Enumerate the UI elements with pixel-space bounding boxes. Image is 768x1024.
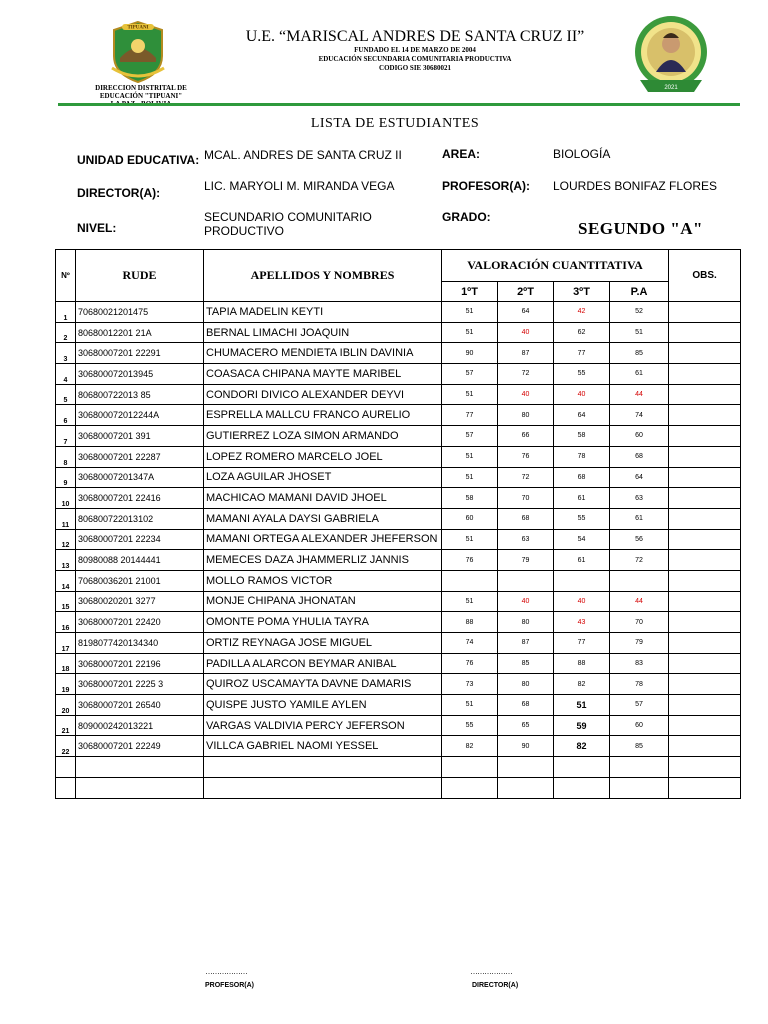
row-number: 1 xyxy=(56,302,76,323)
student-name-cell: MAMANI ORTEGA ALEXANDER JHEFERSON xyxy=(204,529,442,550)
empty-row xyxy=(56,777,741,798)
grade-pa-cell: 52 xyxy=(610,302,669,323)
rude-cell: 30680007201 26540 xyxy=(76,695,204,716)
rude-cell: 30680007201 22420 xyxy=(76,612,204,633)
student-name-cell: BERNAL LIMACHI JOAQUIN xyxy=(204,322,442,343)
obs-cell xyxy=(669,446,741,467)
student-name-cell: MACHICAO MAMANI DAVID JHOEL xyxy=(204,488,442,509)
grade-pa-cell: 85 xyxy=(610,736,669,757)
grade-t1-cell: 55 xyxy=(442,715,498,736)
header-divider xyxy=(58,103,740,106)
unidad-label: UNIDAD EDUCATIVA: xyxy=(77,153,200,167)
student-name-cell: QUISPE JUSTO YAMILE AYLEN xyxy=(204,695,442,716)
grade-t2-cell: 87 xyxy=(498,633,554,654)
empty-cell xyxy=(76,777,204,798)
grade-t2-cell: 70 xyxy=(498,488,554,509)
student-name-cell: VARGAS VALDIVIA PERCY JEFERSON xyxy=(204,715,442,736)
grade-t3-cell: 62 xyxy=(554,322,610,343)
grade-t2-cell: 64 xyxy=(498,302,554,323)
grade-pa-cell: 51 xyxy=(610,322,669,343)
grade-t3-cell: 77 xyxy=(554,343,610,364)
row-number: 19 xyxy=(56,674,76,695)
grade-t3-cell: 68 xyxy=(554,467,610,488)
student-name-cell: PADILLA ALARCON BEYMAR ANIBAL xyxy=(204,653,442,674)
grade-t2-cell: 80 xyxy=(498,674,554,695)
grade-t3-cell: 43 xyxy=(554,612,610,633)
grade-t1-cell: 76 xyxy=(442,653,498,674)
rude-cell: 806800722013 85 xyxy=(76,384,204,405)
student-name-cell: ORTIZ REYNAGA JOSE MIGUEL xyxy=(204,633,442,654)
grade-pa-cell: 44 xyxy=(610,384,669,405)
rude-cell: 30680007201 22196 xyxy=(76,653,204,674)
obs-cell xyxy=(669,467,741,488)
empty-cell xyxy=(498,777,554,798)
svg-text:TIPUANI: TIPUANI xyxy=(127,25,149,31)
grade-pa-cell: 57 xyxy=(610,695,669,716)
grade-t2-cell: 85 xyxy=(498,653,554,674)
row-number: 7 xyxy=(56,426,76,447)
row-number: 17 xyxy=(56,633,76,654)
table-row xyxy=(56,736,741,757)
table-row xyxy=(56,653,741,674)
grade-t1-cell: 51 xyxy=(442,591,498,612)
rude-cell: 80680012201 21A xyxy=(76,322,204,343)
grade-t1-cell: 82 xyxy=(442,736,498,757)
header-num: Nº xyxy=(56,250,76,302)
rude-cell: 30680007201 22291 xyxy=(76,343,204,364)
table-row xyxy=(56,633,741,654)
obs-cell xyxy=(669,653,741,674)
list-title: LISTA DE ESTUDIANTES xyxy=(310,116,480,131)
student-name-cell: MAMANI AYALA DAYSI GABRIELA xyxy=(204,508,442,529)
grade-t3-cell: 40 xyxy=(554,384,610,405)
grade-pa-cell: 64 xyxy=(610,467,669,488)
rude-cell: 70680021201475 xyxy=(76,302,204,323)
rude-cell: 30680020201 3277 xyxy=(76,591,204,612)
grade-t2-cell: 80 xyxy=(498,612,554,633)
row-number: 15 xyxy=(56,591,76,612)
grade-pa-cell: 85 xyxy=(610,343,669,364)
profesor-value: LOURDES BONIFAZ FLORES xyxy=(553,179,718,193)
rude-cell: 30680007201 22416 xyxy=(76,488,204,509)
director-signature-line: ……………… xyxy=(470,967,512,976)
unidad-value: MCAL. ANDRES DE SANTA CRUZ II xyxy=(204,148,402,162)
grade-t2-cell: 66 xyxy=(498,426,554,447)
grade-pa-cell: 68 xyxy=(610,446,669,467)
table-row xyxy=(56,467,741,488)
district-emblem-icon xyxy=(104,18,172,86)
row-number: 4 xyxy=(56,364,76,385)
founded-text: FUNDADO EL 14 DE MARZO DE 2004 xyxy=(354,46,476,54)
obs-cell xyxy=(669,343,741,364)
students-table-body xyxy=(56,302,741,799)
row-number: 5 xyxy=(56,384,76,405)
student-name-cell: CONDORI DIVICO ALEXANDER DEYVI xyxy=(204,384,442,405)
empty-cell xyxy=(204,777,442,798)
grade-t1-cell: 51 xyxy=(442,446,498,467)
row-number: 16 xyxy=(56,612,76,633)
obs-cell xyxy=(669,508,741,529)
grade-t3-cell: 55 xyxy=(554,364,610,385)
grade-t3-cell: 54 xyxy=(554,529,610,550)
empty-cell xyxy=(442,777,498,798)
grade-pa-cell: 78 xyxy=(610,674,669,695)
empty-cell xyxy=(204,757,442,778)
grade-pa-cell: 61 xyxy=(610,364,669,385)
table-row xyxy=(56,674,741,695)
student-name-cell: MEMECES DAZA JHAMMERLIZ JANNIS xyxy=(204,550,442,571)
grade-t3-cell: 55 xyxy=(554,508,610,529)
profesor-label: PROFESOR(A): xyxy=(442,179,530,193)
grade-t3-cell: 58 xyxy=(554,426,610,447)
grade-t1-cell: 51 xyxy=(442,302,498,323)
grade-t1-cell: 60 xyxy=(442,508,498,529)
grade-t2-cell: 87 xyxy=(498,343,554,364)
obs-cell xyxy=(669,736,741,757)
grade-t1-cell: 51 xyxy=(442,695,498,716)
obs-cell xyxy=(669,633,741,654)
grade-pa-cell: 44 xyxy=(610,591,669,612)
table-row xyxy=(56,446,741,467)
grade-t2-cell: 72 xyxy=(498,364,554,385)
grade-t2-cell: 79 xyxy=(498,550,554,571)
grade-t2-cell: 68 xyxy=(498,508,554,529)
header-names: APELLIDOS Y NOMBRES xyxy=(204,250,442,302)
obs-cell xyxy=(669,529,741,550)
grade-t1-cell: 51 xyxy=(442,467,498,488)
grade-t3-cell: 40 xyxy=(554,591,610,612)
director-signature-label: DIRECTOR(A) xyxy=(472,982,519,989)
student-name-cell: LOZA AGUILAR JHOSET xyxy=(204,467,442,488)
sie-code-text: CODIGO SIE 30680021 xyxy=(379,64,451,72)
table-row xyxy=(56,508,741,529)
grade-pa-cell: 60 xyxy=(610,715,669,736)
table-row xyxy=(56,695,741,716)
student-name-cell: MOLLO RAMOS VICTOR xyxy=(204,570,442,591)
header-t3: 3ºT xyxy=(554,282,610,302)
grade-t3-cell: 82 xyxy=(554,736,610,757)
grade-t2-cell: 80 xyxy=(498,405,554,426)
table-row xyxy=(56,302,741,323)
obs-cell xyxy=(669,405,741,426)
director-label: DIRECTOR(A): xyxy=(77,186,161,200)
rude-cell: 30680007201 391 xyxy=(76,426,204,447)
header-obs: OBS. xyxy=(669,250,741,302)
director-value: LIC. MARYOLI M. MIRANDA VEGA xyxy=(204,179,395,193)
student-name-cell: ESPRELLA MALLCU FRANCO AURELIO xyxy=(204,405,442,426)
rude-cell: 306800072012244A xyxy=(76,405,204,426)
obs-cell xyxy=(669,302,741,323)
row-number: 6 xyxy=(56,405,76,426)
rude-cell: 30680007201 22234 xyxy=(76,529,204,550)
grade-t1-cell: 51 xyxy=(442,384,498,405)
obs-cell xyxy=(669,570,741,591)
row-number: 13 xyxy=(56,550,76,571)
obs-cell xyxy=(669,364,741,385)
grade-t1-cell xyxy=(442,570,498,591)
empty-cell xyxy=(669,777,741,798)
grade-t3-cell: 61 xyxy=(554,488,610,509)
header-valoracion: VALORACIÓN CUANTITATIVA xyxy=(442,250,669,282)
student-name-cell: MONJE CHIPANA JHONATAN xyxy=(204,591,442,612)
row-number: 2 xyxy=(56,322,76,343)
grade-t3-cell xyxy=(554,570,610,591)
table-row xyxy=(56,488,741,509)
table-row xyxy=(56,322,741,343)
grade-t3-cell: 51 xyxy=(554,695,610,716)
table-row xyxy=(56,612,741,633)
grade-t2-cell: 63 xyxy=(498,529,554,550)
student-name-cell: VILLCA GABRIEL NAOMI YESSEL xyxy=(204,736,442,757)
empty-cell xyxy=(669,757,741,778)
row-number: 22 xyxy=(56,736,76,757)
row-number: 8 xyxy=(56,446,76,467)
table-row xyxy=(56,570,741,591)
grade-t2-cell: 76 xyxy=(498,446,554,467)
header-t1: 1ºT xyxy=(442,282,498,302)
grade-t3-cell: 88 xyxy=(554,653,610,674)
student-name-cell: QUIROZ USCAMAYTA DAVNE DAMARIS xyxy=(204,674,442,695)
grade-t2-cell: 72 xyxy=(498,467,554,488)
grade-pa-cell xyxy=(610,570,669,591)
obs-cell xyxy=(669,322,741,343)
row-number: 14 xyxy=(56,570,76,591)
grade-t2-cell xyxy=(498,570,554,591)
table-row xyxy=(56,384,741,405)
grade-t1-cell: 76 xyxy=(442,550,498,571)
grade-t2-cell: 40 xyxy=(498,322,554,343)
row-number: 12 xyxy=(56,529,76,550)
obs-cell xyxy=(669,550,741,571)
rude-cell: 80980088 20144441 xyxy=(76,550,204,571)
grade-t2-cell: 65 xyxy=(498,715,554,736)
header-pa: P.A xyxy=(610,282,669,302)
obs-cell xyxy=(669,695,741,716)
grade-t2-cell: 40 xyxy=(498,384,554,405)
grade-t2-cell: 68 xyxy=(498,695,554,716)
grado-label: GRADO: xyxy=(442,210,491,224)
obs-cell xyxy=(669,591,741,612)
grade-t3-cell: 78 xyxy=(554,446,610,467)
obs-cell xyxy=(669,426,741,447)
student-name-cell: GUTIERREZ LOZA SIMON ARMANDO xyxy=(204,426,442,447)
empty-cell xyxy=(498,757,554,778)
grade-pa-cell: 79 xyxy=(610,633,669,654)
rude-cell: 70680036201 21001 xyxy=(76,570,204,591)
grade-t3-cell: 82 xyxy=(554,674,610,695)
row-number: 10 xyxy=(56,488,76,509)
rude-cell: 30680007201 22249 xyxy=(76,736,204,757)
empty-cell xyxy=(610,777,669,798)
rude-cell: 806800722013102 xyxy=(76,508,204,529)
empty-cell xyxy=(56,777,76,798)
grade-t3-cell: 59 xyxy=(554,715,610,736)
grade-pa-cell: 63 xyxy=(610,488,669,509)
rude-cell: 30680007201 22287 xyxy=(76,446,204,467)
empty-cell xyxy=(554,777,610,798)
student-name-cell: OMONTE POMA YHULIA TAYRA xyxy=(204,612,442,633)
profesor-signature-line: ……………… xyxy=(205,967,247,976)
grade-pa-cell: 72 xyxy=(610,550,669,571)
row-number: 21 xyxy=(56,715,76,736)
row-number: 3 xyxy=(56,343,76,364)
profesor-signature-label: PROFESOR(A) xyxy=(205,982,254,989)
rude-cell: 809000242013221 xyxy=(76,715,204,736)
student-name-cell: COASACA CHIPANA MAYTE MARIBEL xyxy=(204,364,442,385)
grade-pa-cell: 56 xyxy=(610,529,669,550)
empty-cell xyxy=(610,757,669,778)
grade-t3-cell: 77 xyxy=(554,633,610,654)
rude-cell: 8198077420134340 xyxy=(76,633,204,654)
grade-t1-cell: 90 xyxy=(442,343,498,364)
student-name-cell: TAPIA MADELIN KEYTI xyxy=(204,302,442,323)
obs-cell xyxy=(669,612,741,633)
table-row xyxy=(56,343,741,364)
grade-pa-cell: 60 xyxy=(610,426,669,447)
row-number: 20 xyxy=(56,695,76,716)
grade-t3-cell: 64 xyxy=(554,405,610,426)
area-label: AREA: xyxy=(442,147,480,161)
header-rude: RUDE xyxy=(76,250,204,302)
table-row xyxy=(56,591,741,612)
grade-t3-cell: 61 xyxy=(554,550,610,571)
grade-t2-cell: 90 xyxy=(498,736,554,757)
obs-cell xyxy=(669,488,741,509)
grade-t1-cell: 77 xyxy=(442,405,498,426)
grade-t1-cell: 51 xyxy=(442,322,498,343)
table-row xyxy=(56,426,741,447)
students-table xyxy=(55,249,741,799)
table-row xyxy=(56,364,741,385)
row-number: 18 xyxy=(56,653,76,674)
table-row xyxy=(56,550,741,571)
table-row xyxy=(56,529,741,550)
grade-t1-cell: 51 xyxy=(442,529,498,550)
table-row xyxy=(56,405,741,426)
empty-row xyxy=(56,757,741,778)
rude-cell: 30680007201347A xyxy=(76,467,204,488)
area-value: BIOLOGÍA xyxy=(553,147,611,161)
obs-cell xyxy=(669,674,741,695)
empty-cell xyxy=(56,757,76,778)
empty-cell xyxy=(442,757,498,778)
grade-t1-cell: 74 xyxy=(442,633,498,654)
grado-value: SEGUNDO "A" xyxy=(578,219,703,238)
header-t2: 2ºT xyxy=(498,282,554,302)
student-name-cell: CHUMACERO MENDIETA IBLIN DAVINIA xyxy=(204,343,442,364)
svg-text:2021: 2021 xyxy=(664,85,678,91)
grade-pa-cell: 83 xyxy=(610,653,669,674)
grade-t1-cell: 58 xyxy=(442,488,498,509)
nivel-value-line2: PRODUCTIVO xyxy=(204,224,285,238)
table-row xyxy=(56,715,741,736)
grade-pa-cell: 74 xyxy=(610,405,669,426)
rude-cell: 30680007201 2225 3 xyxy=(76,674,204,695)
grade-t2-cell: 40 xyxy=(498,591,554,612)
grade-t1-cell: 73 xyxy=(442,674,498,695)
row-number: 11 xyxy=(56,508,76,529)
nivel-value-line1: SECUNDARIO COMUNITARIO xyxy=(204,210,372,224)
school-title: U.E. “MARISCAL ANDRES DE SANTA CRUZ II” xyxy=(245,28,585,45)
grade-t3-cell: 42 xyxy=(554,302,610,323)
grade-pa-cell: 70 xyxy=(610,612,669,633)
grade-t1-cell: 57 xyxy=(442,364,498,385)
district-direction-text: DIRECCION DISTRITAL DE EDUCACIÓN "TIPUANI" xyxy=(95,84,187,100)
school-crest-icon xyxy=(632,12,710,98)
empty-cell xyxy=(76,757,204,778)
empty-cell xyxy=(554,757,610,778)
student-name-cell: LOPEZ ROMERO MARCELO JOEL xyxy=(204,446,442,467)
obs-cell xyxy=(669,715,741,736)
obs-cell xyxy=(669,384,741,405)
rude-cell: 306800072013945 xyxy=(76,364,204,385)
grade-t1-cell: 57 xyxy=(442,426,498,447)
grade-pa-cell: 61 xyxy=(610,508,669,529)
nivel-label: NIVEL: xyxy=(77,221,117,235)
grade-t1-cell: 88 xyxy=(442,612,498,633)
row-number: 9 xyxy=(56,467,76,488)
education-type-text: EDUCACIÓN SECUNDARIA COMUNITARIA PRODUCTIVA xyxy=(318,55,512,63)
